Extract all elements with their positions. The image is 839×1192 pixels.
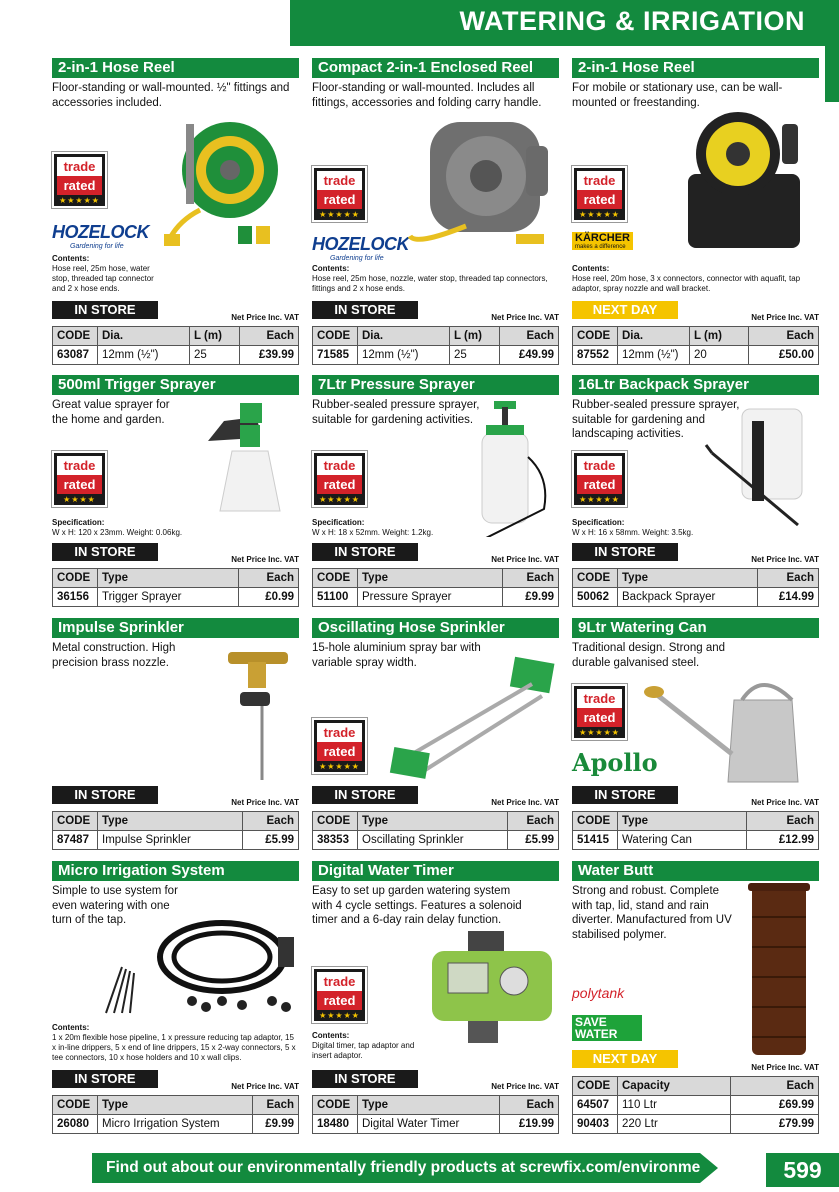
product-description: 15-hole aluminium spray bar with variable spray width. — [312, 642, 481, 669]
product-table: CODE Dia. L (m) Each 87552 12mm (½") 20 £50.00 — [572, 326, 819, 365]
availability-badge: IN STORE — [312, 543, 418, 561]
product-description: Strong and robust. Complete with tap, lid, stand and rain diverter. Manufactured from UV stabilised polymer. — [572, 885, 732, 941]
product-title: 7Ltr Pressure Sprayer — [312, 375, 559, 395]
polytank-logo: polytank — [572, 985, 625, 1001]
table-row: 71585 12mm (½") 25 £49.99 — [313, 346, 559, 365]
net-price-label: Net Price Inc. VAT — [751, 555, 819, 564]
product-description: Great value sprayer for the home and garden. — [52, 399, 170, 426]
product-panel — [312, 618, 559, 853]
net-price-label: Net Price Inc. VAT — [491, 313, 559, 322]
hozelock-logo: HOZELOCK Gardening for life — [52, 222, 149, 250]
availability-badge: IN STORE — [52, 301, 158, 319]
product-title: Digital Water Timer — [312, 861, 559, 881]
product-spec: Specification: W x H: 16 x 58mm. Weight: 3.5kg. — [572, 518, 694, 537]
product-title: 16Ltr Backpack Sprayer — [572, 375, 819, 395]
product-description: Floor-standing or wall-mounted. Includes all fittings, accessories and folding carry handle. — [312, 82, 542, 109]
product-table: CODE Dia. L (m) Each 63087 12mm (½") 25 £39.99 — [52, 326, 299, 365]
trade-rated-badge: trade rated ★★★★★ — [312, 967, 367, 1023]
table-row: 90403 220 Ltr £79.99 — [573, 1115, 819, 1134]
product-contents: Contents: Digital timer, tap adaptor and insert adaptor. — [312, 1031, 415, 1060]
product-description: Metal construction. High precision brass nozzle. — [52, 642, 176, 669]
table-row: 18480 Digital Water Timer £19.99 — [313, 1115, 559, 1134]
product-title: 9Ltr Watering Can — [572, 618, 819, 638]
net-price-label: Net Price Inc. VAT — [231, 1082, 299, 1091]
arrow-right-icon — [700, 1153, 718, 1183]
product-contents: Contents: Hose reel, 25m hose, water stop, threaded tap connector and 2 x hose ends. — [52, 254, 154, 293]
product-panel — [52, 618, 299, 853]
product-table: CODE Type Each 51415 Watering Can £12.99 — [572, 811, 819, 850]
trade-rated-badge: trade rated ★★★★★ — [572, 166, 627, 222]
product-spec: Specification: W x H: 18 x 52mm. Weight: 1.2kg. — [312, 518, 434, 537]
product-table: CODE Type Each 50062 Backpack Sprayer £14.99 — [572, 568, 819, 607]
product-description: Floor-standing or wall-mounted. ½" fittings and accessories included. — [52, 82, 290, 109]
karcher-reel-image — [678, 104, 814, 254]
table-row: 26080 Micro Irrigation System £9.99 — [53, 1115, 299, 1134]
page-number: 599 — [766, 1153, 839, 1187]
net-price-label: Net Price Inc. VAT — [231, 798, 299, 807]
product-panel — [312, 861, 559, 1141]
net-price-label: Net Price Inc. VAT — [231, 313, 299, 322]
trade-rated-badge: trade rated ★★★★ — [52, 451, 107, 507]
net-price-label: Net Price Inc. VAT — [491, 798, 559, 807]
table-row: 36156 Trigger Sprayer £0.99 — [53, 588, 299, 607]
availability-badge: IN STORE — [312, 1070, 418, 1088]
product-table: CODE Capacity Each 64507 110 Ltr £69.99 90403 220 Ltr £79.99 — [572, 1076, 819, 1134]
table-row: 38353 Oscillating Sprinkler £5.99 — [313, 831, 559, 850]
trigger-sprayer-image — [200, 399, 290, 519]
enclosed-reel-image — [406, 116, 556, 256]
product-title: Impulse Sprinkler — [52, 618, 299, 638]
product-panel — [312, 58, 559, 368]
oscillating-sprinkler-image — [382, 656, 560, 786]
karcher-logo: KÄRCHER makes a difference — [572, 232, 633, 250]
product-description: Easy to set up garden watering system with 4 cycle settings. Features a solenoid timer and a 6-day rain delay function. — [312, 885, 522, 926]
trade-rated-badge: trade rated ★★★★★ — [572, 684, 627, 740]
availability-badge: IN STORE — [52, 543, 158, 561]
product-panel — [572, 58, 819, 368]
trade-rated-badge: trade rated ★★★★★ — [312, 166, 367, 222]
table-row: 51415 Watering Can £12.99 — [573, 831, 819, 850]
product-contents: Contents: Hose reel, 20m hose, 3 x connectors, connector with aquafit, tap adaptor, spray nozzle and wall bracket. — [572, 264, 801, 293]
availability-badge: NEXT DAY — [572, 301, 678, 319]
product-title: Micro Irrigation System — [52, 861, 299, 881]
product-table: CODE Type Each 18480 Digital Water Timer £19.99 — [312, 1095, 559, 1134]
product-contents: Contents: Hose reel, 25m hose, nozzle, water stop, threaded tap connectors, fittings and 2 x hose ends. — [312, 264, 548, 293]
watering-can-image — [642, 664, 818, 788]
water-timer-image — [418, 927, 558, 1047]
product-panel — [52, 375, 299, 610]
product-table: CODE Type Each 38353 Oscillating Sprinkler £5.99 — [312, 811, 559, 850]
net-price-label: Net Price Inc. VAT — [491, 1082, 559, 1091]
apollo-logo: Apollo — [572, 748, 658, 777]
table-row: 87552 12mm (½") 20 £50.00 — [573, 346, 819, 365]
hozelock-logo: HOZELOCK Gardening for life — [312, 234, 409, 262]
availability-badge: IN STORE — [312, 301, 418, 319]
footer-banner[interactable] — [92, 1153, 715, 1183]
product-title: 500ml Trigger Sprayer — [52, 375, 299, 395]
availability-badge: NEXT DAY — [572, 1050, 678, 1068]
net-price-label: Net Price Inc. VAT — [491, 555, 559, 564]
product-panel — [572, 618, 819, 853]
water-butt-image — [744, 881, 814, 1057]
product-table: CODE Dia. L (m) Each 71585 12mm (½") 25 £49.99 — [312, 326, 559, 365]
availability-badge: IN STORE — [572, 543, 678, 561]
trade-rated-badge: trade rated ★★★★★ — [312, 451, 367, 507]
table-row: 87487 Impulse Sprinkler £5.99 — [53, 831, 299, 850]
table-row: 64507 110 Ltr £69.99 — [573, 1096, 819, 1115]
net-price-label: Net Price Inc. VAT — [231, 555, 299, 564]
trade-rated-badge: trade rated ★★★★★ — [572, 451, 627, 507]
product-title: Water Butt — [572, 861, 819, 881]
section-title: WATERING & IRRIGATION — [459, 6, 805, 36]
product-panel — [572, 375, 819, 610]
product-title: 2-in-1 Hose Reel — [52, 58, 299, 78]
hose-reel-image — [160, 110, 300, 250]
product-panel — [52, 58, 299, 368]
product-description: For mobile or stationary use, can be wall-mounted or freestanding. — [572, 82, 783, 109]
trade-rated-badge: trade rated ★★★★★ — [312, 718, 367, 774]
availability-badge: IN STORE — [52, 786, 158, 804]
availability-badge: IN STORE — [52, 1070, 158, 1088]
pressure-sprayer-image — [470, 397, 560, 537]
product-description: Rubber-sealed pressure sprayer, suitable for gardening and landscaping activities. — [572, 399, 740, 440]
product-description: Rubber-sealed pressure sprayer, suitable for gardening activities. — [312, 399, 480, 426]
product-table: CODE Type Each 51100 Pressure Sprayer £9.99 — [312, 568, 559, 607]
product-panel — [572, 861, 819, 1141]
net-price-label: Net Price Inc. VAT — [751, 313, 819, 322]
table-row: 63087 12mm (½") 25 £39.99 — [53, 346, 299, 365]
product-table: CODE Type Each 36156 Trigger Sprayer £0.99 — [52, 568, 299, 607]
availability-badge: IN STORE — [572, 786, 678, 804]
save-water-label: SAVE WATER — [572, 1015, 642, 1041]
availability-badge: IN STORE — [312, 786, 418, 804]
micro-irrigation-image — [102, 917, 298, 1021]
table-row: 51100 Pressure Sprayer £9.99 — [313, 588, 559, 607]
product-title: Oscillating Hose Sprinkler — [312, 618, 559, 638]
product-description: Traditional design. Strong and durable galvanised steel. — [572, 642, 726, 669]
net-price-label: Net Price Inc. VAT — [751, 798, 819, 807]
product-title: Compact 2-in-1 Enclosed Reel — [312, 58, 559, 78]
net-price-label: Net Price Inc. VAT — [751, 1063, 819, 1072]
product-panel — [52, 861, 299, 1141]
table-row: 50062 Backpack Sprayer £14.99 — [573, 588, 819, 607]
product-table: CODE Type Each 26080 Micro Irrigation System £9.99 — [52, 1095, 299, 1134]
product-table: CODE Type Each 87487 Impulse Sprinkler £5.99 — [52, 811, 299, 850]
footer-link-text[interactable]: Find out about our environmentally friendly products at screwfix.com/environment — [106, 1159, 715, 1176]
product-title: 2-in-1 Hose Reel — [572, 58, 819, 78]
product-contents: Contents: 1 x 20m flexible hose pipeline, 1 x pressure reducing tap adaptor, 15 x in-line drippers, 5 x end of line drippers, 15 x 2-way connectors, 5 x tee connectors, 10 x hose holders and 10 x wall clips. — [52, 1023, 296, 1062]
trade-rated-badge: trade rated ★★★★★ — [52, 152, 107, 208]
section-header — [290, 0, 839, 46]
product-panel — [312, 375, 559, 610]
product-spec: Specification: W x H: 120 x 23mm. Weight: 0.06kg. — [52, 518, 183, 537]
section-tab — [825, 46, 839, 102]
impulse-sprinkler-image — [218, 644, 298, 784]
product-description: Simple to use system for even watering with one turn of the tap. — [52, 885, 178, 926]
